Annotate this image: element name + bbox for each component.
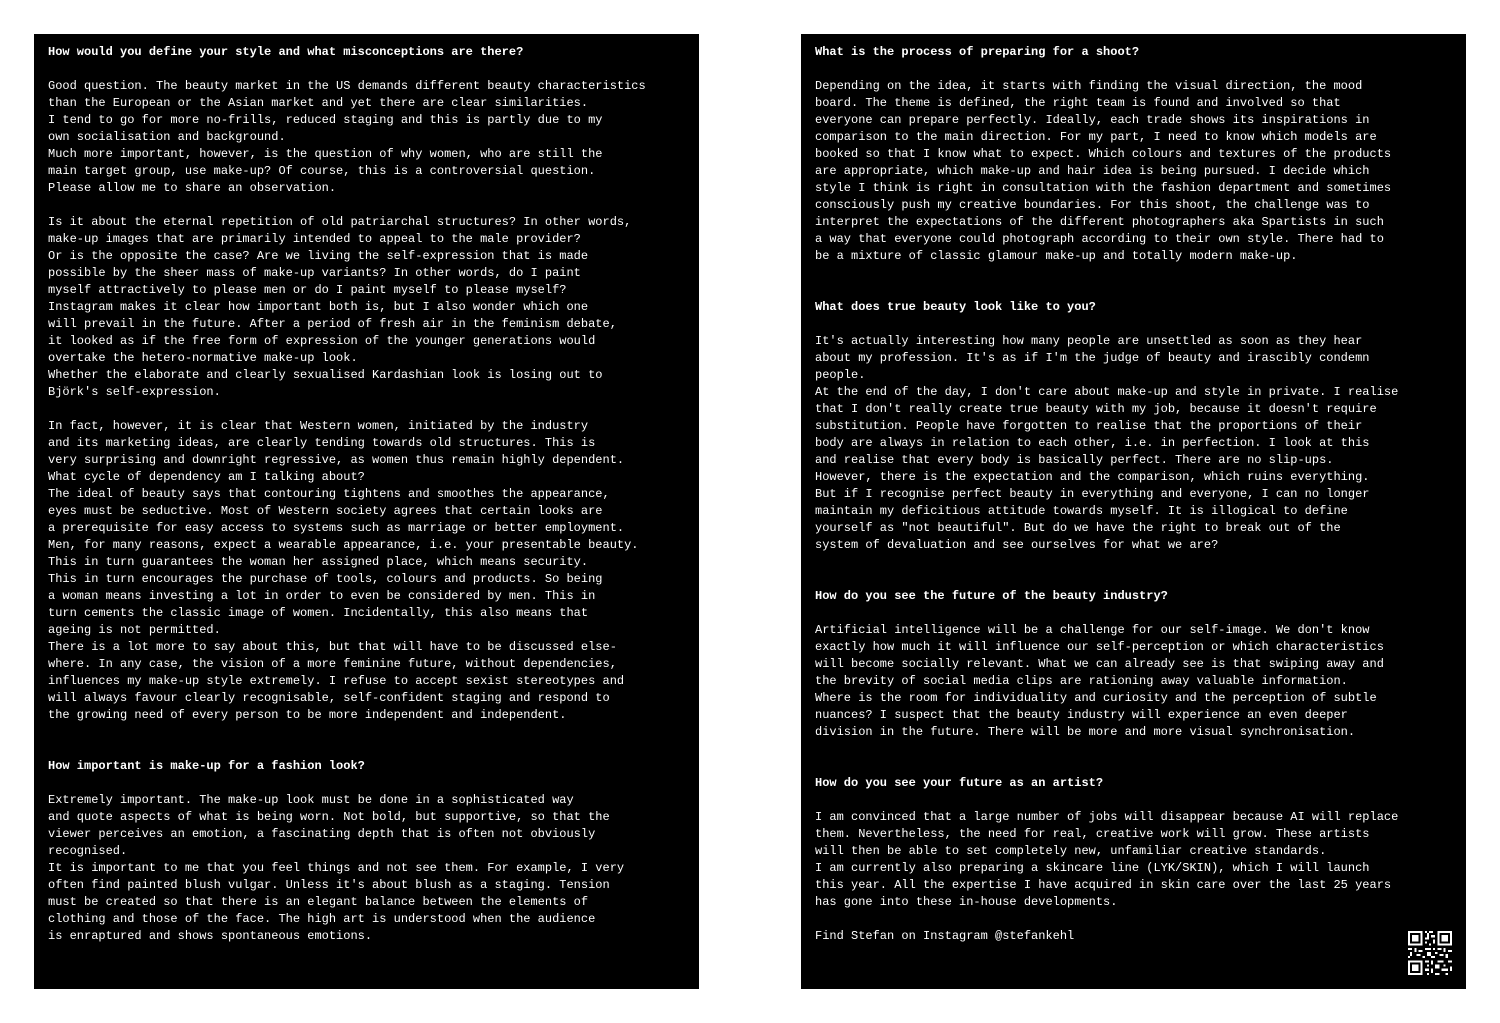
left-page [34, 34, 699, 989]
section-question: How do you see the future of the beauty industry? [815, 589, 1168, 603]
section-paragraph: I am convinced that a large number of jobs will disappear because AI will replace them. Nevertheless, the need for real, creative work will grow. These artists will then be able to set completely new, unfamiliar creative standards. I am currently also preparing a skincare line (LYK/SKIN), which I will launch this year. All the expertise I have acquired in skin care over the last 25 years has gone into these in-house developments. [815, 810, 1399, 909]
right-page [801, 34, 1466, 989]
instagram-credit: Find Stefan on Instagram @stefankehl [815, 929, 1075, 943]
section-question: How important is make-up for a fashion look? [48, 759, 365, 773]
section-question: How would you define your style and what misconceptions are there? [48, 45, 524, 59]
qa-section-makeup-importance [48, 758, 685, 945]
section-question: What does true beauty look like to you? [815, 300, 1096, 314]
qa-section-artist-future [815, 775, 1452, 945]
section-question: What is the process of preparing for a shoot? [815, 45, 1140, 59]
qa-section-style [48, 44, 685, 724]
section-paragraph: Good question. The beauty market in the US demands different beauty characteristics than the European or the Asian market and yet there are clear similarities. I tend to go for more no-frills, reduced staging and this is partly due to my own socialisation and background. Much more important, however, is the question of why women, who are still the main target group, use make-up? Of course, this is a controversial question. Please allow me to share an observation. [48, 79, 646, 195]
section-paragraph: It's actually interesting how many people are unsettled as soon as they hear about my profession. It's as if I'm the judge of beauty and irascibly condemn people. At the end of the day, I don't care about make-up and style in private. I realise that I don't really create true beauty with my job, because it doesn't require substitution. People have forgotten to realise that the proportions of their body are always in relation to each other, i.e. in perfection. I look at this and realise that every body is basically perfect. There are no slip-ups. However, there is the expectation and the comparison, which ruins everything. But if I recognise perfect beauty in everything and everyone, I can no longer maintain my deficitious attitude towards myself. It is illogical to define yourself as "not beautiful". But do we have the right to break out of the system of devaluation and see ourselves for what we are? [815, 334, 1399, 552]
section-question: How do you see your future as an artist? [815, 776, 1104, 790]
section-paragraph: Is it about the eternal repetition of old patriarchal structures? In other words, make-up images that are primarily intended to appeal to the male provider? Or is the opposite the case? Are we living the self-expression that is made possible by the sheer mass of make-up variants? In other words, do I paint myself attractively to please men or do I paint myself to please myself? Instagram makes it clear how important both is, but I also wonder which one will prevail in the future. After a period of fresh air in the feminism debate, it looked as if the free form of expression of the younger generations would overtake the hetero-normative make-up look. Whether the elaborate and clearly sexualised Kardashian look is losing out to Björk's self-expression. [48, 215, 632, 399]
section-paragraph: Depending on the idea, it starts with finding the visual direction, the mood board. The theme is defined, the right team is found and involved so that everyone can prepare perfectly. Ideally, each trade shows its inspirations in comparison to the main direction. For my part, I need to know which models are booked so that I know what to expect. Which colours and textures of the products are appropriate, which make-up and hair idea is being pursued. I decide which style I think is right in consultation with the fashion department and sometimes consciously push my creative boundaries. For this shoot, the challenge was to interpret the expectations of the different photographers aka Spartists in such a way that everyone could photograph according to their own style. There had to be a mixture of classic glamour make-up and totally modern make-up. [815, 79, 1392, 263]
section-paragraph: In fact, however, it is clear that Western women, initiated by the industry and its marketing ideas, are clearly tending towards old structures. This is very surprising and downright regressive, as women thus remain highly dependent. What cycle of dependency am I talking about? The ideal of beauty says that contouring tightens and smoothes the appearance, eyes must be seductive. Most of Western society agrees that certain looks are a prerequisite for easy access to systems such as marriage or better employment. Men, for many reasons, expect a wearable appearance, i.e. your presentable beauty. This in turn guarantees the woman her assigned place, which means security. This in turn encourages the purchase of tools, colours and products. So being a woman means investing a lot in order to even be considered by men. This in turn cements the classic image of women. Incidentally, this also means that ageing is not permitted. There is a lot more to say about this, but that will have to be discussed else- where. In any case, the vision of a more feminine future, without dependencies, influences my make-up style extremely. I refuse to accept sexist stereotypes and will always favour clearly recognisable, self-confident staging and respond to the growing need of every person to be more independent and independent. [48, 419, 639, 722]
qa-section-beauty-industry-future [815, 588, 1452, 741]
section-paragraph: Extremely important. The make-up look must be done in a sophisticated way and quote aspects of what is being worn. Not bold, but supportive, so that the viewer perceives an emotion, a fascinating depth that is often not obviously recognised. It is important to me that you feel things and not see them. For example, I very often find painted blush vulgar. Unless it's about blush as a staging. Tension must be created so that there is an elegant balance between the elements of clothing and those of the face. The high art is understood when the audience is enraptured and shows spontaneous emotions. [48, 793, 625, 943]
section-paragraph: Artificial intelligence will be a challenge for our self-image. We don't know exactly how much it will influence our self-perception or which characteristics will become socially relevant. What we can already see is that swiping away and the brevity of social media clips are rationing away valuable information. Where is the room for individuality and curiosity and the perception of subtle nuances? I suspect that the beauty industry will experience an even deeper division in the future. There will be more and more visual synchronisation. [815, 623, 1384, 739]
qr-code-icon-graphic [1408, 931, 1452, 975]
qa-section-true-beauty [815, 299, 1452, 554]
qr-code-icon[interactable] [1408, 931, 1452, 975]
qa-section-shoot-process [815, 44, 1452, 265]
